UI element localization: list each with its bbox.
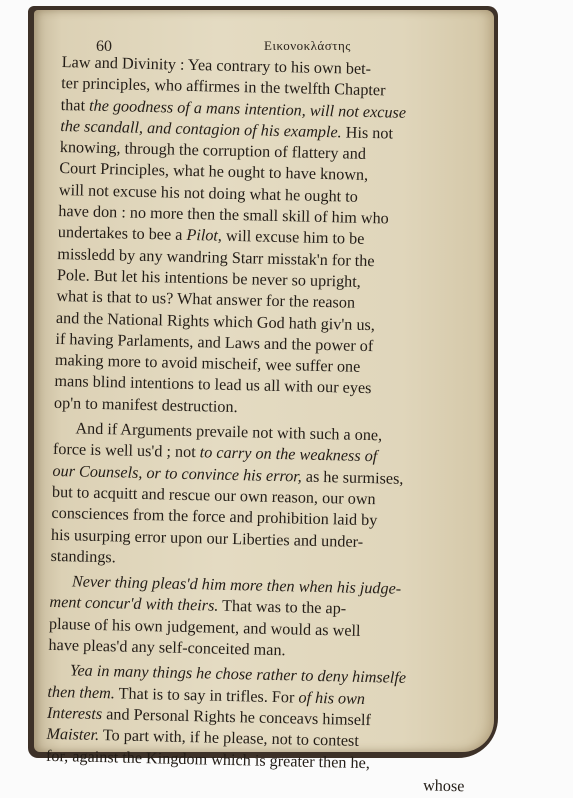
text-run: for, against the Kingdom which is greater then he, bbox=[45, 746, 371, 772]
text-run: Law and Divinity : Yea contrary to his own bet- bbox=[61, 52, 372, 79]
text-run: and the National Rights which God hath giv'n us, bbox=[55, 308, 376, 334]
text-run: knowing, through the corruption of flattery and bbox=[59, 138, 367, 164]
text-run: his usurping error upon our Liberties and under- bbox=[50, 525, 364, 551]
italic-text: Maister. bbox=[46, 725, 100, 745]
text-run: That was to the ap- bbox=[218, 597, 347, 619]
italic-text: of his own bbox=[298, 688, 366, 708]
italic-text: ment concur'd with theirs. bbox=[49, 593, 219, 616]
italic-text: to carry on the weakness of bbox=[199, 443, 378, 466]
italic-text: then them. bbox=[47, 682, 116, 702]
text-run: have don : no more then the small skill of him who bbox=[58, 202, 389, 228]
text-run: have pleas'd any self-conceited man. bbox=[48, 635, 286, 660]
text-run: plause of his own judgement, and would as well bbox=[48, 614, 361, 640]
text-run: force is well us'd ; not bbox=[52, 440, 200, 462]
text-run: missledd by any wandring Starr misstak'n for the bbox=[57, 244, 375, 270]
text-run: standings. bbox=[50, 546, 116, 567]
italic-text: the scandall, and contagion of his example. bbox=[60, 116, 342, 142]
text-run: ter principles, who affirmes in the twelfth Chapter bbox=[61, 74, 386, 100]
text-run: consciences from the force and prohibition laid by bbox=[51, 504, 378, 530]
italic-text: Yea in many things he chose rather to deny himselfe bbox=[69, 661, 407, 688]
text-run: as he surmises, bbox=[301, 467, 404, 488]
text-run: will not excuse his not doing what he ought to bbox=[58, 180, 359, 206]
text-run: what is that to us? What answer for the reason bbox=[56, 287, 356, 312]
text-run: , will excuse him to be bbox=[217, 226, 365, 249]
italic-text: Interests bbox=[46, 703, 103, 723]
italic-text: the goodness of a mans intention, will not excuse bbox=[88, 96, 407, 122]
text-run: making more to avoid mischeif, wee suffer one bbox=[54, 351, 361, 377]
body-text bbox=[45, 52, 487, 798]
text-run: and Personal Rights he conceavs himself bbox=[101, 704, 372, 730]
italic-text: our Counsels, or to convince his error, bbox=[52, 461, 303, 486]
text-run: Pole. But let his intentions be never so upright, bbox=[56, 265, 362, 291]
text-run: That is to say in trifles. For bbox=[114, 683, 299, 707]
running-title: Eικονοκλάστης bbox=[264, 38, 351, 53]
text-run: mans blind intentions to lead us all with our eyes bbox=[54, 372, 372, 398]
text-run: And if Arguments prevaile not with such a one, bbox=[75, 419, 383, 445]
text-run: op'n to manifest destruction. bbox=[53, 393, 238, 416]
text-run: if having Parlaments, and Laws and the power of bbox=[55, 329, 374, 355]
text-run: His not bbox=[341, 123, 394, 143]
italic-text: Never thing pleas'd him more then when his judge- bbox=[71, 572, 402, 598]
text-run: undertakes to bee a bbox=[57, 223, 187, 245]
text-run: Court Principles, what he ought to have known, bbox=[59, 159, 369, 185]
text-run: but to acquitt and rescue our own reason, our own bbox=[51, 482, 376, 509]
italic-text: Pilot bbox=[186, 226, 219, 245]
catchword: whose bbox=[422, 776, 465, 796]
page-number: 60 bbox=[96, 38, 112, 55]
text-run: To part with, if he please, not to contest bbox=[98, 726, 360, 751]
text-run: that bbox=[60, 95, 90, 115]
